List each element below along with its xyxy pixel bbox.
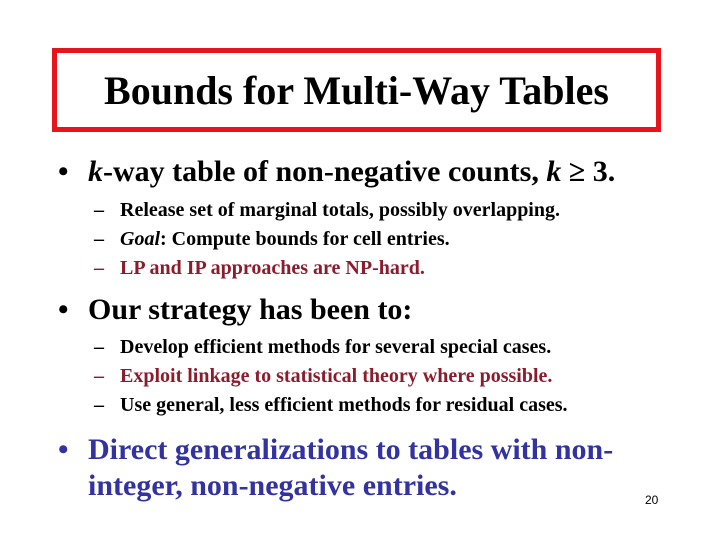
sub-item xyxy=(94,254,560,283)
bullet-dot: • xyxy=(58,293,69,326)
sub-item xyxy=(94,225,560,254)
title-box xyxy=(52,48,661,132)
dash-marker: – xyxy=(94,336,104,358)
sub-item-text: LP and IP approaches are NP-hard. xyxy=(120,257,425,279)
goal-text: : Compute bounds for cell entries. xyxy=(160,228,450,250)
bullet-3-line-1: Direct generalizations to tables with non- xyxy=(88,433,614,466)
sub-item xyxy=(94,196,560,225)
dash-marker: – xyxy=(94,365,104,387)
sub-item xyxy=(94,362,568,391)
slide-title: Bounds for Multi-Way Tables xyxy=(104,67,609,113)
bullet-3-line-2: integer, non-negative entries. xyxy=(88,469,457,502)
sub-item-text: Use general, less efficient methods for residual cases. xyxy=(120,394,568,416)
sub-item xyxy=(94,333,568,362)
sub-item-text xyxy=(120,225,450,254)
sub-item xyxy=(94,391,568,420)
dash-marker: – xyxy=(94,199,104,221)
bullet-1-text xyxy=(88,154,615,190)
k-variable: k xyxy=(546,155,562,188)
bullet-3 xyxy=(58,432,613,504)
bullet-1-text-mid: -way table of non-negative counts, xyxy=(103,155,547,188)
dash-marker: – xyxy=(94,228,104,250)
bullet-dot: • xyxy=(58,433,69,466)
bullet-1-sublist xyxy=(94,196,560,283)
bullet-3-text xyxy=(88,432,613,504)
bullet-dot: • xyxy=(58,155,69,188)
bullet-1-text-end: ≥ 3. xyxy=(561,155,616,188)
page-number: 20 xyxy=(645,493,659,507)
k-variable: k xyxy=(88,155,103,188)
bullet-2-sublist xyxy=(94,333,568,420)
bullet-1 xyxy=(58,154,615,190)
sub-item-text: Exploit linkage to statistical theory where possible. xyxy=(120,365,553,387)
dash-marker: – xyxy=(94,257,104,279)
sub-item-text: Release set of marginal totals, possibly overlapping. xyxy=(120,199,560,221)
sub-item-text: Develop efficient methods for several special cases. xyxy=(120,336,552,358)
bullet-2-text: Our strategy has been to: xyxy=(88,293,413,326)
dash-marker: – xyxy=(94,394,104,416)
bullet-2 xyxy=(58,292,412,328)
goal-label: Goal xyxy=(120,228,160,250)
